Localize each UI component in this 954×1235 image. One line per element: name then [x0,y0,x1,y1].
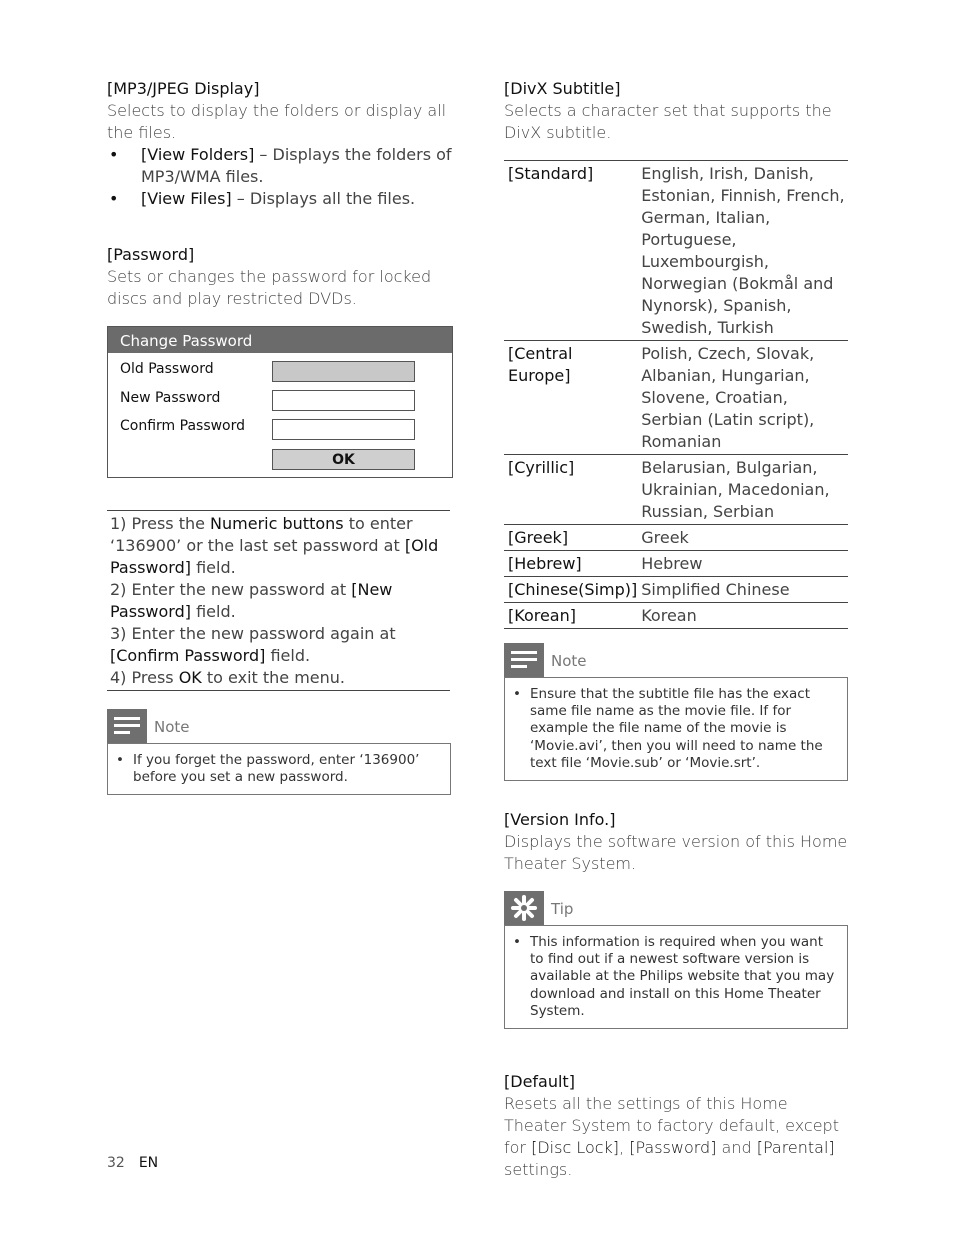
new-password-label: New Password [120,390,221,406]
page-number: 32 [107,1155,125,1171]
table-row: [Hebrew] Hebrew [504,551,848,577]
page-footer [107,1155,158,1171]
note-label: Note [154,718,190,736]
password-note [107,709,451,795]
default-desc: Resets all the settings of this Home Theater System to factory default, except for [Disc Lock], [Password] and [Parental] settings. [504,1094,839,1180]
divx-section [504,78,848,144]
version-desc: Displays the software version of this Home Theater System. [504,832,848,874]
mp3jpeg-options [107,144,453,210]
table-row: [Greek] Greek [504,525,848,551]
note-frame [107,743,451,795]
note-lines-icon [107,709,147,743]
table-row: [Standard] English, Irish, Danish, Estonian, Finnish, French, German, Italian, Portuguese, Luxembourgish, Norwegian (Bokmål and Nynorsk), Spanish, Swedish, Turkish [504,161,848,341]
note-item: • If you forget the password, enter ‘136900’ before you set a new password. [116,752,420,786]
divx-desc: Selects a character set that supports the DivX subtitle. [504,101,832,142]
tip-frame [504,925,848,1029]
change-password-dialog [107,326,453,478]
dialog-title: Change Password [108,327,452,353]
password-steps [107,510,450,691]
note-item: • Ensure that the subtitle file has the exact same file name as the movie file. If for example the file name of the movie is ‘Movie.avi’, then you will need to name the text file ‘Movie.sub’ or ‘Movie.srt’. [513,686,823,771]
step-2: 2) Enter the new password at [New Password] field. [110,580,393,621]
bullet-icon: • [513,686,521,702]
old-password-field[interactable] [272,361,415,382]
note-lines-icon [504,643,544,677]
option-view-files: • [View Files] – Displays all the files. [109,189,416,208]
confirm-password-field[interactable] [272,419,415,440]
tip-item: • This information is required when you want to find out if a newest software version is available at the Philips website that you may download and install on this Home Theater System. [513,934,835,1019]
default-heading: [Default] [504,1072,575,1092]
tip-asterisk-icon [504,891,544,925]
step-3: 3) Enter the new password again at [Confirm Password] field. [110,624,396,665]
tip-label: Tip [551,900,574,919]
table-row: [Cyrillic] Belarusian, Bulgarian, Ukrainian, Macedonian, Russian, Serbian [504,455,848,525]
mp3jpeg-heading: [MP3/JPEG Display] [107,79,260,98]
divx-heading: [DivX Subtitle] [504,79,621,98]
table-row: [Korean] Korean [504,603,848,629]
table-row: [Chinese(Simp)] Simplified Chinese [504,577,848,603]
password-desc: Sets or changes the password for locked discs and play restricted DVDs. [107,267,432,308]
mp3jpeg-desc: Selects to display the folders or display all the files. [107,101,447,142]
mp3jpeg-section [107,78,453,210]
version-tip [504,891,848,1029]
subtitle-note [504,643,848,781]
default-section [504,1071,848,1181]
charset-table [504,160,848,629]
bullet-icon: • [116,752,124,768]
note-frame [504,677,848,781]
old-password-label: Old Password [120,361,214,377]
table-row: [Central Europe] Polish, Czech, Slovak, Albanian, Hungarian, Slovene, Croatian, Serbian (Latin script), Romanian [504,341,848,455]
version-section [504,809,848,875]
ok-button[interactable]: OK [272,449,415,470]
password-section [107,244,453,310]
option-view-folders: • [View Folders] – Displays the folders of MP3/WMA files. [109,145,452,186]
password-heading: [Password] [107,245,195,264]
bullet-icon: • [109,189,119,208]
right-column [504,78,848,1181]
confirm-password-label: Confirm Password [120,418,246,434]
note-label: Note [551,652,587,670]
step-1: 1) Press the Numeric buttons to enter ‘136900’ or the last set password at [Old Password] field. [110,514,439,577]
version-heading: [Version Info.] [504,810,616,830]
new-password-field[interactable] [272,390,415,411]
bullet-icon: • [109,145,119,164]
step-4: 4) Press OK to exit the menu. [110,668,346,687]
left-column [107,78,453,795]
bullet-icon: • [513,934,521,951]
language-code: EN [138,1155,159,1171]
